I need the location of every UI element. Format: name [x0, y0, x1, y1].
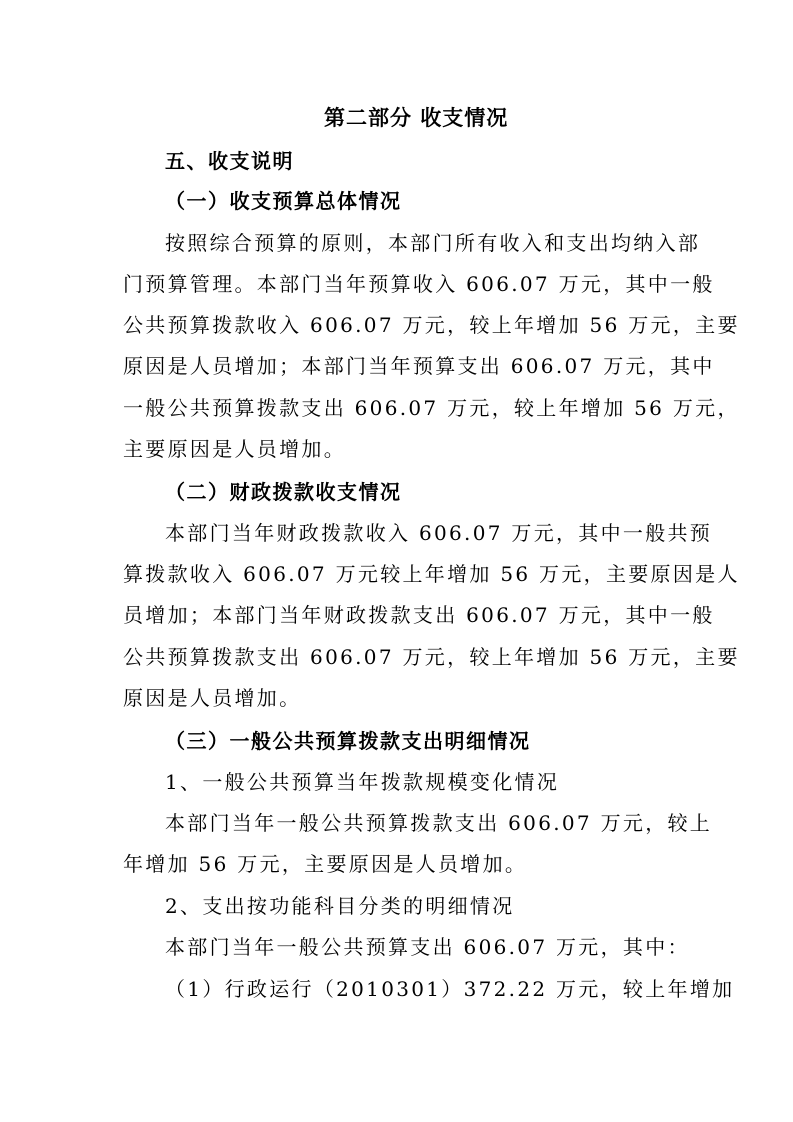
- subsection-heading: （一）收支预算总体情况: [165, 189, 402, 213]
- item-heading: 2、支出按功能科目分类的明细情况: [165, 894, 515, 918]
- part-title: 第二部分 收支情况: [324, 106, 509, 130]
- paragraph-line: 员增加；本部门当年财政拨款支出 606.07 万元，其中一般: [123, 603, 715, 627]
- item-heading: 1、一般公共预算当年拨款规模变化情况: [165, 770, 560, 794]
- section-heading: 五、收支说明: [165, 149, 294, 173]
- paragraph-line: 公共预算拨款收入 606.07 万元，较上年增加 56 万元，主要: [123, 313, 740, 337]
- paragraph-line: 一般公共预算拨款支出 606.07 万元，较上年增加 56 万元，: [123, 396, 740, 420]
- paragraph-line: 按照综合预算的原则，本部门所有收入和支出均纳入部: [165, 231, 701, 255]
- subsection-heading: （二）财政拨款收支情况: [165, 480, 402, 504]
- paragraph-line: 本部门当年一般公共预算支出 606.07 万元，其中：: [165, 935, 690, 959]
- paragraph-line: 年增加 56 万元，主要原因是人员增加。: [123, 852, 528, 876]
- paragraph-line: 原因是人员增加；本部门当年预算支出 606.07 万元，其中: [123, 354, 715, 378]
- paragraph-line: 算拨款收入 606.07 万元较上年增加 56 万元，主要原因是人: [123, 562, 740, 586]
- paragraph-line: 原因是人员增加。: [123, 686, 302, 710]
- paragraph-line: 门预算管理。本部门当年预算收入 606.07 万元，其中一般: [123, 272, 715, 296]
- paragraph-line: 本部门当年财政拨款收入 606.07 万元，其中一般共预: [165, 521, 713, 545]
- paragraph-line: 本部门当年一般公共预算拨款支出 606.07 万元，较上: [165, 811, 713, 835]
- subsection-heading: （三）一般公共预算拨款支出明细情况: [165, 729, 531, 753]
- paragraph-line: 主要原因是人员增加。: [123, 437, 346, 461]
- paragraph-line: 公共预算拨款支出 606.07 万元，较上年增加 56 万元，主要: [123, 645, 740, 669]
- paragraph-line: （1）行政运行（2010301）372.22 万元，较上年增加: [165, 977, 735, 1001]
